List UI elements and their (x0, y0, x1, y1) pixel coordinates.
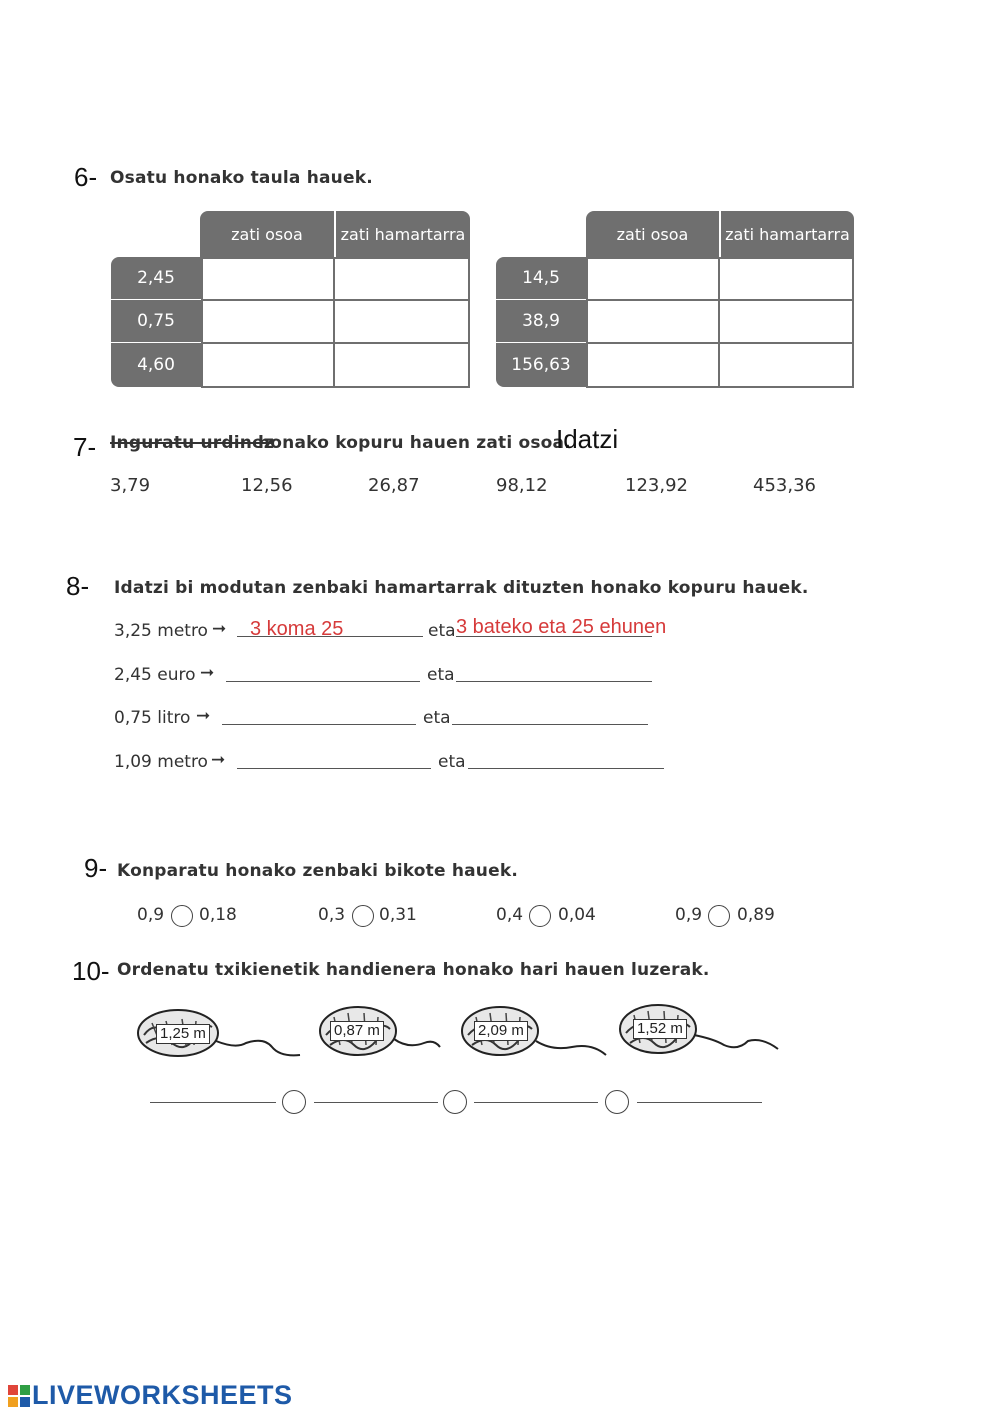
answer-line[interactable] (468, 768, 664, 769)
q8-answer-2[interactable]: 3 bateko eta 25 ehunen (456, 616, 667, 638)
table2-answer-cell[interactable] (718, 257, 854, 301)
q7-value[interactable]: 26,87 (368, 475, 420, 496)
q7-value[interactable]: 453,36 (753, 475, 816, 496)
table2-answer-cell[interactable] (718, 299, 854, 344)
compare-circle[interactable] (352, 905, 374, 927)
yarn-length-label: 0,87 m (330, 1021, 384, 1041)
q8-row-label: 3,25 metro (114, 621, 208, 641)
table1-row-label: 0,75 (111, 300, 201, 342)
arrow-icon: ➞ (211, 750, 226, 770)
table1-header-whole: zati osoa (200, 211, 334, 257)
arrow-icon: ➞ (212, 619, 227, 639)
order-circle[interactable] (605, 1090, 629, 1114)
table2-header-decimal: zati hamartarra (721, 211, 854, 257)
table2-row-label: 14,5 (496, 257, 586, 299)
liveworksheets-logo[interactable] (8, 1380, 293, 1411)
q8-eta: eta (427, 665, 455, 685)
compare-circle[interactable] (529, 905, 551, 927)
compare-circle[interactable] (708, 905, 730, 927)
table1-answer-cell[interactable] (333, 299, 470, 344)
q9-value-a: 0,9 (137, 905, 165, 925)
q7-handwritten-note: Idatzi (556, 424, 619, 454)
table1-row-label: 2,45 (111, 257, 201, 299)
q7-number: 7- (73, 432, 97, 462)
table1-header-decimal: zati hamartarra (336, 211, 470, 257)
arrow-icon: ➞ (200, 663, 215, 683)
table1-answer-cell[interactable] (333, 342, 470, 388)
q7-value[interactable]: 98,12 (496, 475, 548, 496)
table2-answer-cell[interactable] (586, 342, 720, 388)
compare-circle[interactable] (171, 905, 193, 927)
order-circle[interactable] (282, 1090, 306, 1114)
q7-value[interactable]: 12,56 (241, 475, 293, 496)
q8-row-label: 2,45 euro (114, 665, 196, 685)
answer-line[interactable] (456, 681, 652, 682)
table1-row-label: 4,60 (111, 343, 201, 387)
q9-value-b: 0,31 (379, 905, 417, 925)
table2-answer-cell[interactable] (718, 342, 854, 388)
table1-answer-cell[interactable] (201, 299, 335, 344)
answer-line[interactable] (222, 724, 416, 725)
table1-answer-cell[interactable] (201, 342, 335, 388)
logo-text: LIVEWORKSHEETS (32, 1380, 293, 1410)
q9-value-a: 0,4 (496, 905, 524, 925)
arrow-icon: ➞ (196, 706, 211, 726)
q8-row-label: 1,09 metro (114, 752, 208, 772)
yarn-length-label: 2,09 m (474, 1021, 528, 1041)
table2-row-label: 156,63 (496, 343, 586, 387)
order-circle[interactable] (443, 1090, 467, 1114)
table2-header-whole: zati osoa (586, 211, 719, 257)
q6-number: 6- (74, 162, 98, 192)
q9-value-b: 0,89 (737, 905, 775, 925)
table1-answer-cell[interactable] (201, 257, 335, 301)
answer-line[interactable] (452, 724, 648, 725)
answer-line[interactable] (237, 768, 431, 769)
order-answer-line[interactable] (637, 1102, 762, 1103)
yarn-length-label: 1,52 m (633, 1019, 687, 1039)
q8-instruction: Idatzi bi modutan zenbaki hamartarrak dituzten honako kopuru hauek. (114, 578, 809, 598)
q10-instruction: Ordenatu txikienetik handienera honako hari hauen luzerak. (117, 960, 710, 980)
order-answer-line[interactable] (474, 1102, 598, 1103)
q8-number: 8- (66, 571, 90, 601)
table2-row-label: 38,9 (496, 300, 586, 342)
q6-instruction: Osatu honako taula hauek. (110, 168, 373, 188)
order-answer-line[interactable] (150, 1102, 276, 1103)
yarn-balls-illustration (130, 995, 790, 1070)
q8-answer-1[interactable]: 3 koma 25 (250, 618, 344, 640)
q8-row-label: 0,75 litro (114, 708, 191, 728)
q9-value-a: 0,3 (318, 905, 346, 925)
q9-value-a: 0,9 (675, 905, 703, 925)
q9-value-b: 0,04 (558, 905, 596, 925)
q8-eta: eta (438, 752, 466, 772)
q7-value[interactable]: 123,92 (625, 475, 688, 496)
table2-answer-cell[interactable] (586, 299, 720, 344)
q10-number: 10- (72, 956, 110, 986)
q7-struck-text: Inguratu urdinez (110, 433, 274, 453)
logo-icon (8, 1385, 30, 1407)
table2-answer-cell[interactable] (586, 257, 720, 301)
table1-answer-cell[interactable] (333, 257, 470, 301)
q7-value[interactable]: 3,79 (110, 475, 151, 496)
answer-line[interactable] (226, 681, 420, 682)
q7-instruction: honako kopuru hauen zati osoa. (258, 433, 571, 453)
order-answer-line[interactable] (314, 1102, 438, 1103)
q9-value-b: 0,18 (199, 905, 237, 925)
q8-eta: eta (428, 621, 456, 641)
q9-number: 9- (84, 853, 108, 883)
q9-instruction: Konparatu honako zenbaki bikote hauek. (117, 861, 518, 881)
yarn-length-label: 1,25 m (156, 1024, 210, 1044)
q8-eta: eta (423, 708, 451, 728)
